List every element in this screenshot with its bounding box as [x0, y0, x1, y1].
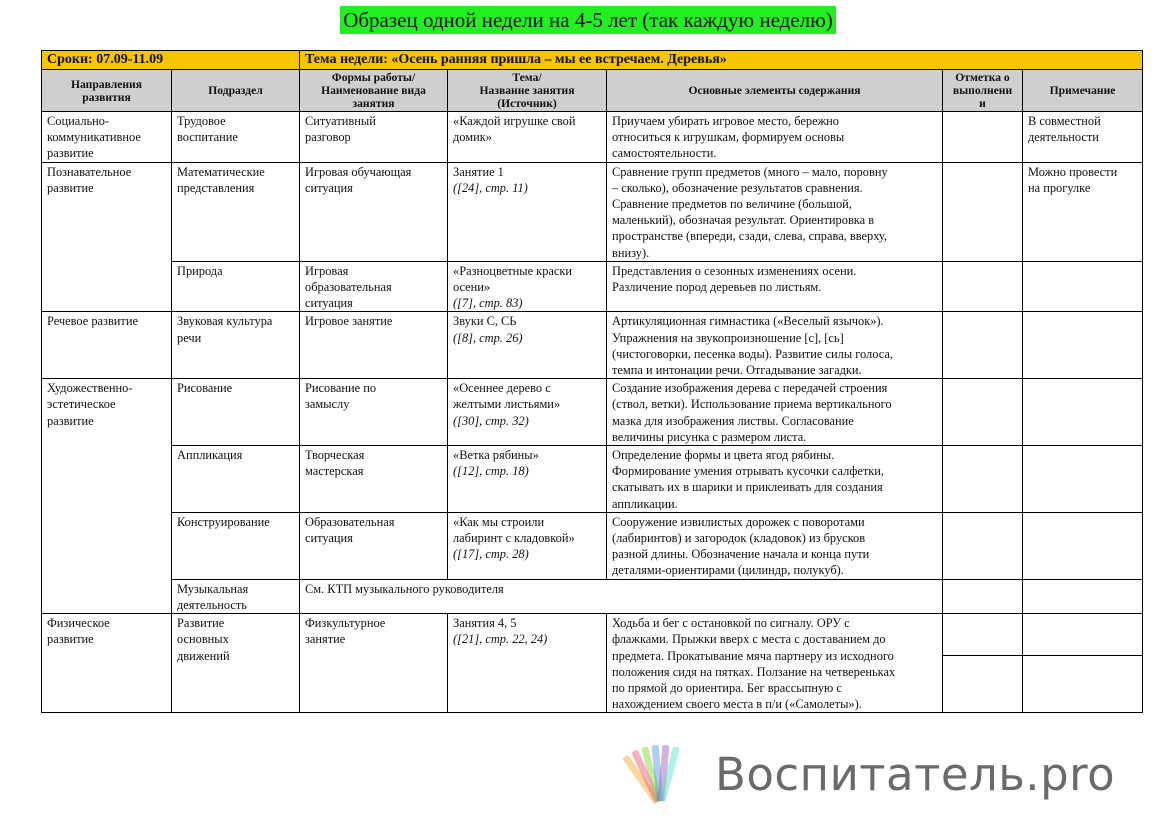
period-dates: Сроки: 07.09-11.09	[42, 51, 300, 70]
watermark	[621, 737, 1161, 827]
cell-subsection: Конструирование	[172, 512, 300, 579]
cell-topic: «Осеннее дерево с желтыми листьями» ([30], стр. 32)	[448, 379, 607, 446]
cell-content: Создание изображения дерева с передачей строения (ствол, ветки). Использование приема вертикального мазка для изображения листвы. Согласование величины рисунка с размером листа.	[607, 379, 943, 446]
table-row	[42, 512, 1143, 579]
cell-topic: Занятие 1 ([24], стр. 11)	[448, 162, 607, 261]
cell-note: В совместной деятельности	[1023, 112, 1143, 163]
page-title: Образец одной недели на 4-5 лет (так каждую неделю)	[340, 6, 836, 34]
cell-form: Образовательная ситуация	[300, 512, 448, 579]
header-mark: Отметка о выполнени и	[943, 70, 1023, 112]
source-ref: ([21], стр. 22, 24)	[453, 632, 548, 647]
header-note: Примечание	[1023, 70, 1143, 112]
cell-form: Физкультурное занятие	[300, 614, 448, 713]
cell-mark	[943, 312, 1023, 379]
cell-topic: «Разноцветные краски осени» ([7], стр. 83)	[448, 261, 607, 312]
table-row	[42, 261, 1143, 312]
cell-content: Представления о сезонных изменениях осени. Различение пород деревьев по листьям.	[607, 261, 943, 312]
cell-mark	[943, 579, 1023, 613]
header-direction: Направления развития	[42, 70, 172, 112]
cell-form: Игровое занятие	[300, 312, 448, 379]
pencil-logo-icon	[621, 737, 701, 817]
cell-content: Приучаем убирать игровое место, бережно относиться к игрушкам, формируем основы самостоятельности.	[607, 112, 943, 163]
cell-subsection: Математические представления	[172, 162, 300, 261]
header-content: Основные элементы содержания	[607, 70, 943, 112]
source-ref: ([8], стр. 26)	[453, 330, 523, 345]
cell-direction: Физическое развитие	[42, 614, 172, 713]
cell-note	[1023, 446, 1143, 513]
cell-direction: Художественно- эстетическое развитие	[42, 379, 172, 614]
cell-subsection: Звуковая культура речи	[172, 312, 300, 379]
cell-note: Можно провести на прогулке	[1023, 162, 1143, 261]
cell-note	[1023, 312, 1143, 379]
cell-direction: Речевое развитие	[42, 312, 172, 379]
cell-note	[1023, 614, 1143, 713]
cell-content: Определение формы и цвета ягод рябины. Формирование умения отрывать кусочки салфетки, скатывать их в шарики и приклеивать для создания аппликации.	[607, 446, 943, 513]
cell-mark	[943, 162, 1023, 261]
cell-topic: Звуки С, СЬ ([8], стр. 26)	[448, 312, 607, 379]
cell-content: Сооружение извилистых дорожек с поворотами (лабиринтов) и загородок (кладовок) из брусков разной длины. Обозначение начала и конца пути деталями-ориентирами (цилиндр, полукуб).	[607, 512, 943, 579]
source-ref: ([7], стр. 83)	[453, 296, 523, 311]
cell-subsection: Музыкальная деятельность	[172, 579, 300, 613]
mark-split-cell	[943, 614, 1022, 656]
weekly-plan-table	[41, 50, 1143, 713]
table-row	[42, 446, 1143, 513]
header-row	[42, 70, 1143, 112]
cell-mark	[943, 512, 1023, 579]
cell-content: Артикуляционная гимнастика («Веселый язычок»). Упражнения на звукопроизношение [с], [сь] (чистоговорки, песенка воды). Развитие силы голоса, темпа и интонации речи. Отгадывание загадки.	[607, 312, 943, 379]
cell-topic: Занятия 4, 5 ([21], стр. 22, 24)	[448, 614, 607, 713]
table-row	[42, 379, 1143, 446]
header-subsection: Подраздел	[172, 70, 300, 112]
cell-direction: Социально- коммуникативное развитие	[42, 112, 172, 163]
cell-topic: «Как мы строили лабиринт с кладовкой» ([17], стр. 28)	[448, 512, 607, 579]
cell-mark	[943, 112, 1023, 163]
cell-form: Игровая образовательная ситуация	[300, 261, 448, 312]
cell-topic: «Каждой игрушке свой домик»	[448, 112, 607, 163]
source-ref: ([12], стр. 18)	[453, 464, 529, 479]
cell-mark	[943, 446, 1023, 513]
cell-topic: «Ветка рябины» ([12], стр. 18)	[448, 446, 607, 513]
week-theme: Тема недели: «Осень ранняя пришла – мы ее встречаем. Деревья»	[300, 51, 1143, 70]
cell-note	[1023, 379, 1143, 446]
header-topic: Тема/ Название занятия (Источник)	[448, 70, 607, 112]
source-ref: ([17], стр. 28)	[453, 547, 529, 562]
cell-note	[1023, 261, 1143, 312]
cell-subsection: Аппликация	[172, 446, 300, 513]
cell-content: Ходьба и бег с остановкой по сигналу. ОРУ с флажками. Прыжки вверх с места с доставанием до предмета. Прокатывание мяча партнеру из исходного положения сидя на пятках. Ползание на четвереньках по прямой до ориентира. Бег врассыпную с нахождением своего места в п/и («Самолеты»).	[607, 614, 943, 713]
cell-merged-note: См. КТП музыкального руководителя	[300, 579, 943, 613]
cell-form: Игровая обучающая ситуация	[300, 162, 448, 261]
cell-subsection: Рисование	[172, 379, 300, 446]
header-forms: Формы работы/ Наименование вида занятия	[300, 70, 448, 112]
cell-form: Ситуативный разговор	[300, 112, 448, 163]
cell-note	[1023, 512, 1143, 579]
cell-subsection: Трудовое воспитание	[172, 112, 300, 163]
cell-content: Сравнение групп предметов (много – мало, поровну – сколько), обозначение результатов сравнения. Сравнение предметов по величине (большой, маленький), обозначая результат. Ориентировка в пространстве (впереди, сзади, слева, справа, вверху, внизу).	[607, 162, 943, 261]
table-row	[42, 112, 1143, 163]
table-row	[42, 614, 1143, 713]
source-ref: ([30], стр. 32)	[453, 413, 529, 428]
cell-mark	[943, 261, 1023, 312]
table-row	[42, 312, 1143, 379]
watermark-text: Воспитатель.pro	[715, 748, 1116, 801]
cell-note	[1023, 579, 1143, 613]
cell-subsection: Развитие основных движений	[172, 614, 300, 713]
cell-subsection: Природа	[172, 261, 300, 312]
page-title-wrap	[0, 6, 1176, 34]
cell-mark	[943, 614, 1023, 713]
cell-form: Рисование по замыслу	[300, 379, 448, 446]
note-split-cell	[1023, 614, 1142, 656]
period-row	[42, 51, 1143, 70]
cell-form: Творческая мастерская	[300, 446, 448, 513]
table-row	[42, 162, 1143, 261]
cell-mark	[943, 379, 1023, 446]
source-ref: ([24], стр. 11)	[453, 180, 528, 195]
cell-direction: Познавательное развитие	[42, 162, 172, 312]
table-row	[42, 579, 1143, 613]
